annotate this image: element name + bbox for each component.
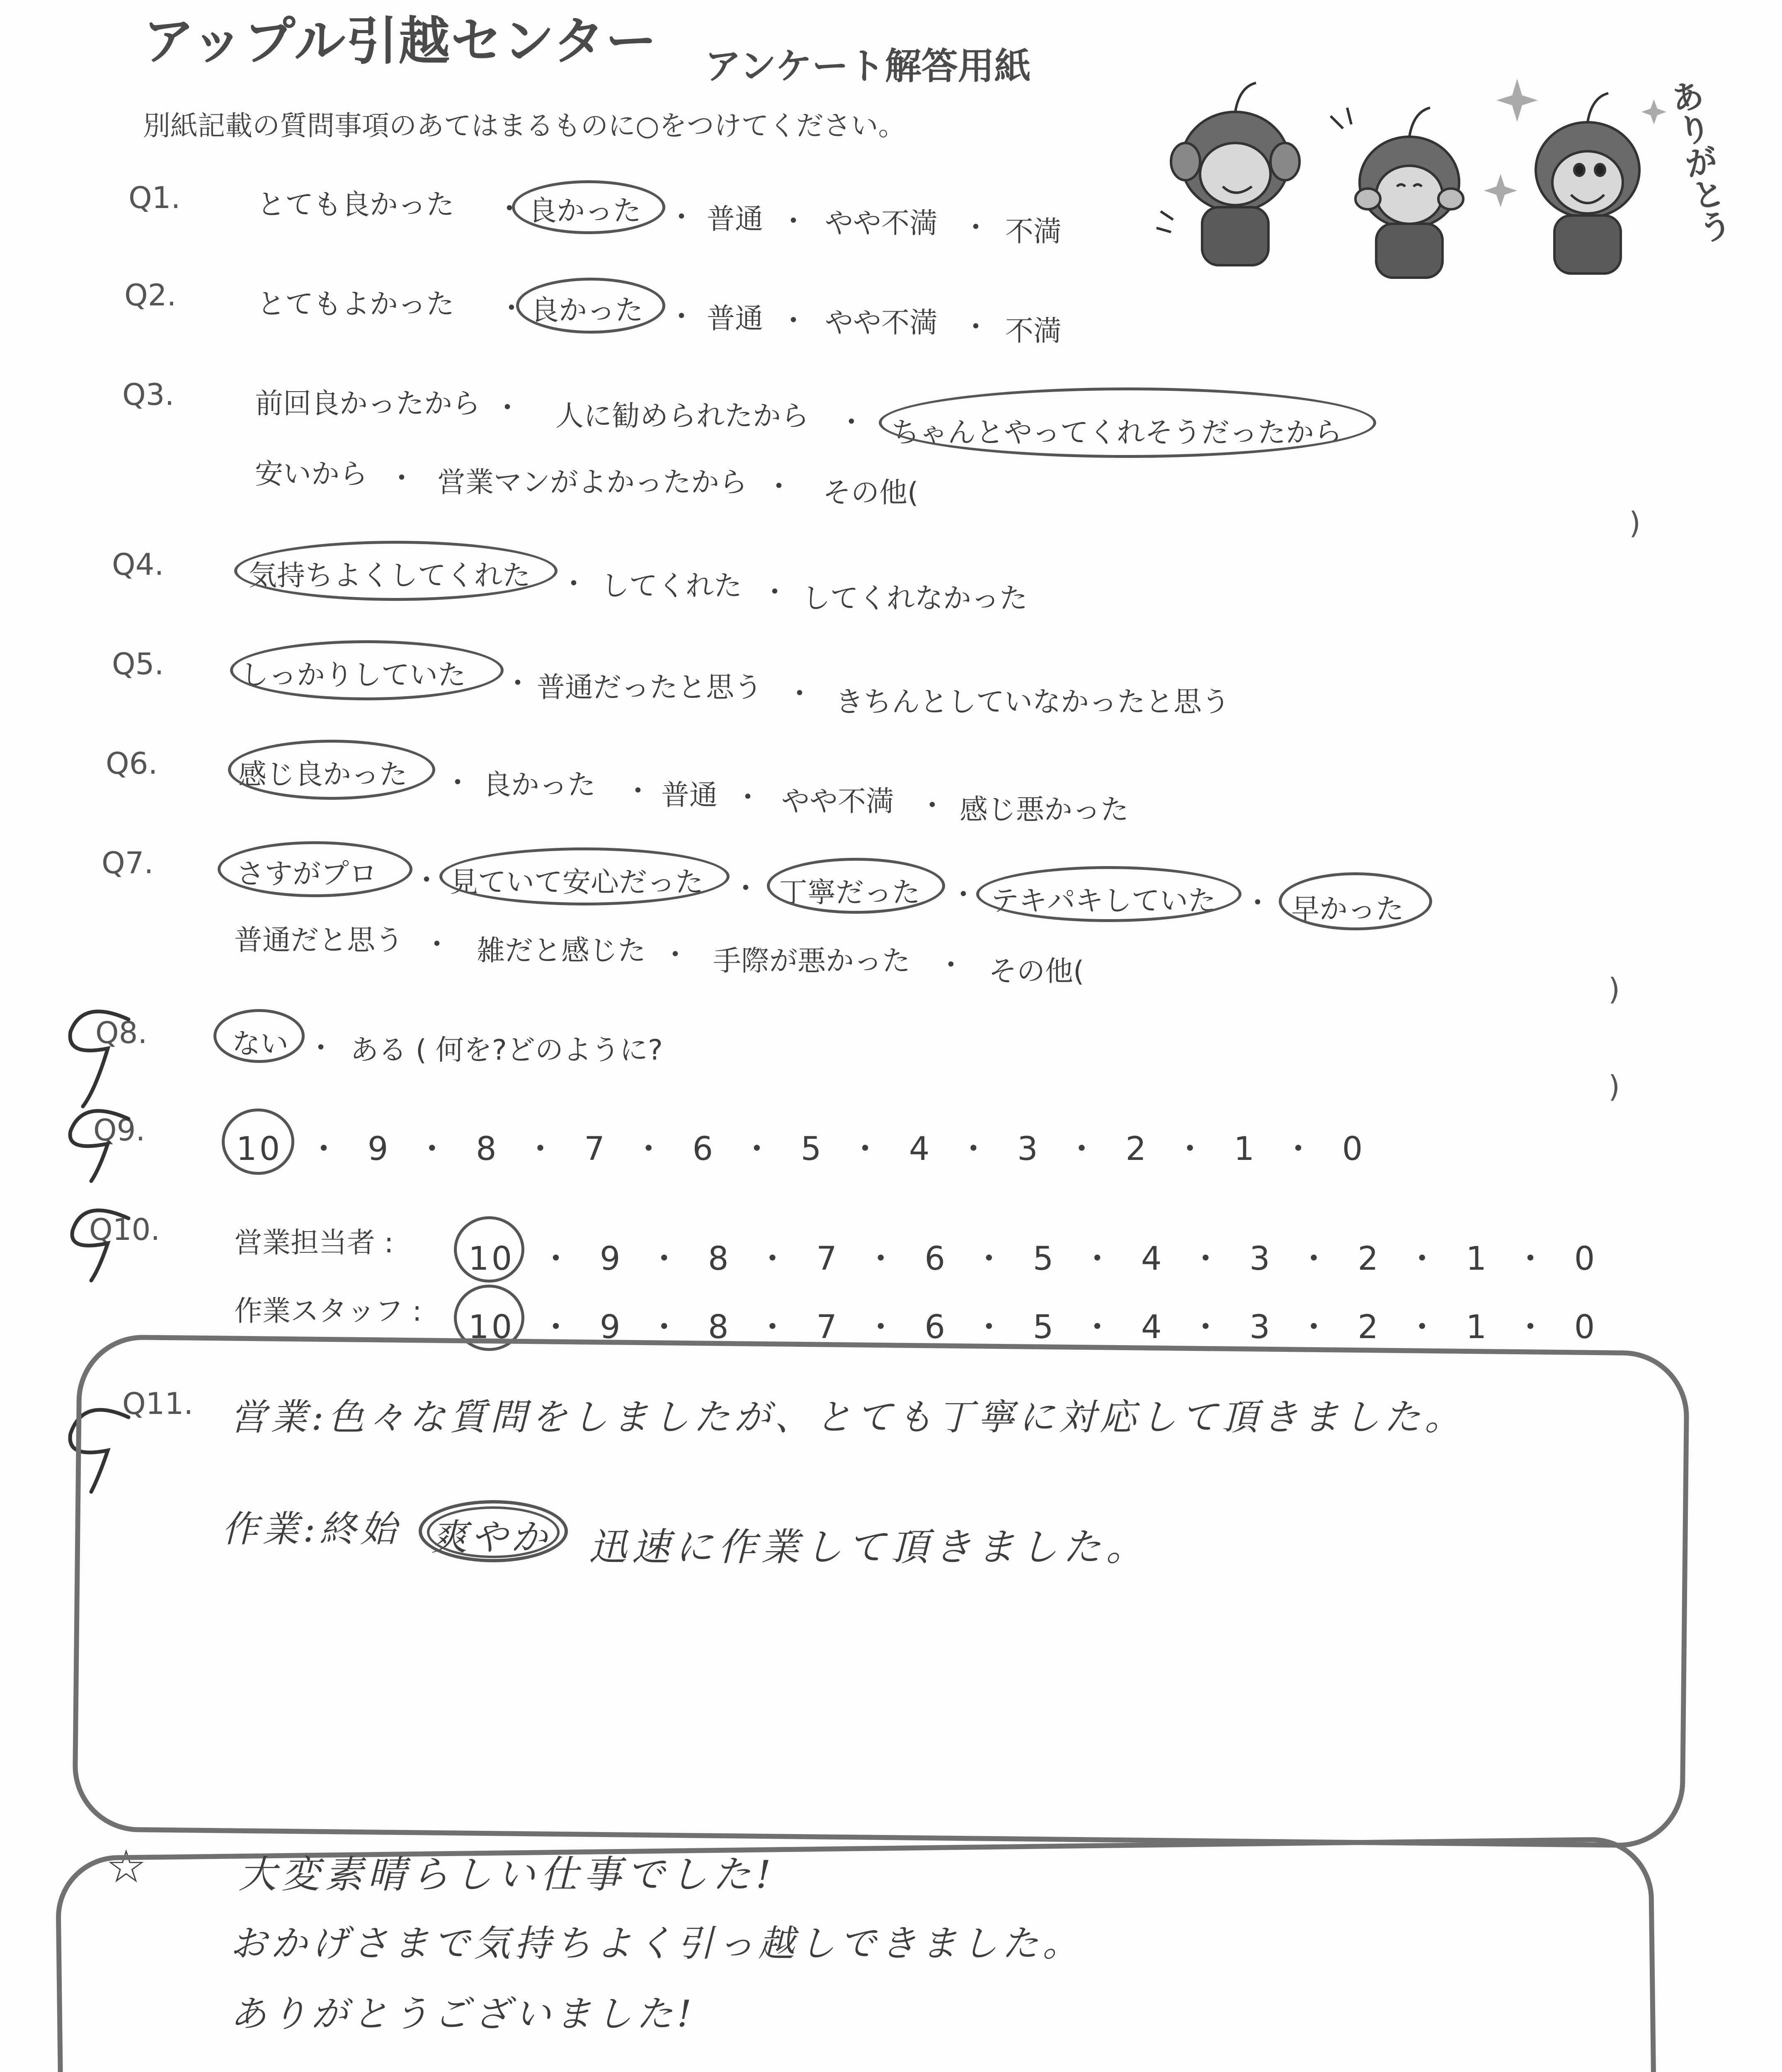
mascot-monkey-icon — [1156, 83, 1300, 265]
q6-option-1[interactable]: 感じ良かった — [238, 758, 408, 791]
q1-option-2[interactable]: 良かった — [529, 195, 642, 228]
q10-sales-label: 営業担当者 : — [234, 1227, 394, 1259]
q9-label: Q9. — [93, 1113, 145, 1147]
q5-label: Q5. — [112, 646, 164, 681]
q10-staff-label: 作業スタッフ : — [234, 1295, 422, 1328]
q1-option-4[interactable]: やや不満 — [825, 207, 938, 240]
q2-option-3[interactable]: 普通 — [707, 303, 764, 335]
q1-dot: ・ — [779, 205, 808, 238]
q11-work-comment-prefix: 作業:終始 — [222, 1508, 401, 1550]
q1-option-5[interactable]: 不満 — [1005, 215, 1062, 248]
q7-selection-circle-4 — [976, 866, 1241, 922]
q7-dot: ・ — [1244, 887, 1272, 920]
q4-selection-circle — [234, 541, 558, 601]
q10-staff-scale[interactable]: 10 ・ 9 ・ 8 ・ 7 ・ 6 ・ 5 ・ 4 ・ 3 ・ 2 ・ 1 ・ 0 — [468, 1309, 1598, 1346]
q7-label: Q7. — [102, 845, 154, 880]
q7-dot: ・ — [937, 949, 965, 982]
q6-dot: ・ — [734, 781, 762, 814]
q5-selection-circle — [230, 640, 504, 700]
q6-option-3[interactable]: 普通 — [661, 779, 718, 812]
q1-dot: ・ — [495, 193, 524, 225]
q7-selection-circle-1 — [218, 841, 412, 897]
q8-selection-circle — [213, 1009, 305, 1063]
q1-option-1[interactable]: とても良かった — [257, 189, 455, 221]
q7-selection-circle-2 — [439, 847, 730, 905]
q2-option-4[interactable]: やや不満 — [825, 307, 938, 339]
q10-sales-selection-circle — [454, 1216, 524, 1283]
q6-dot: ・ — [918, 789, 947, 822]
mascot-caption: ありがとう — [1662, 76, 1735, 247]
q11-label: Q11. — [122, 1386, 194, 1421]
q9-selection-circle — [222, 1109, 294, 1175]
q3-option-3[interactable]: ちゃんとやってくれそうだったから — [891, 416, 1343, 449]
q7-option-6[interactable]: 普通だと思う — [234, 924, 404, 957]
q3-option-6[interactable]: その他( — [823, 477, 919, 509]
q3-option-2[interactable]: 人に勧められたから — [555, 400, 810, 433]
q3-dot: ・ — [765, 470, 793, 503]
free-comment-line-1: 大変素晴らしい仕事でした! — [238, 1852, 776, 1897]
q7-dot: ・ — [423, 928, 451, 961]
q1-dot: ・ — [962, 211, 990, 244]
q9-scale[interactable]: 10 ・ 9 ・ 8 ・ 7 ・ 6 ・ 5 ・ 4 ・ 3 ・ 2 ・ 1 ・ 0 — [236, 1130, 1365, 1168]
q7-option-5[interactable]: 早かった — [1291, 893, 1404, 926]
q5-dot: ・ — [504, 667, 532, 700]
free-comment-star: ☆ — [106, 1840, 147, 1893]
q1-dot: ・ — [667, 201, 696, 234]
q6-option-5[interactable]: 感じ悪かった — [960, 794, 1129, 826]
q10-label: Q10. — [89, 1212, 160, 1247]
q7-dot: ・ — [412, 864, 441, 897]
q7-option-7[interactable]: 雑だと感じた — [477, 934, 646, 967]
q3-close-paren: ) — [1629, 506, 1641, 540]
q1-selection-circle — [512, 180, 665, 234]
q4-dot: ・ — [560, 568, 588, 600]
q4-label: Q4. — [112, 547, 164, 582]
q5-option-1[interactable]: しっかりしていた — [240, 659, 466, 692]
q3-selection-circle — [879, 387, 1376, 458]
q3-option-4[interactable]: 安いから — [255, 458, 368, 491]
q4-dot: ・ — [761, 576, 789, 609]
q6-label: Q6. — [106, 746, 158, 781]
q7-dot: ・ — [732, 872, 760, 905]
q3-option-1[interactable]: 前回良かったから — [255, 387, 481, 420]
q1-label: Q1. — [128, 180, 181, 215]
q11-work-comment-circled: 爽やか — [431, 1516, 551, 1559]
free-comment-line-2: おかげさまで気持ちよく引っ越しできました。 — [230, 1922, 1084, 1965]
free-comment-line-3: ありがとうございました! — [230, 1992, 696, 2035]
q3-label: Q3. — [122, 377, 175, 412]
q2-option-1[interactable]: とてもよかった — [257, 288, 455, 321]
q11-work-comment-suffix: 迅速に作業して頂きました。 — [589, 1525, 1149, 1569]
q8-label: Q8. — [95, 1015, 148, 1050]
q6-selection-circle — [228, 740, 435, 800]
q7-option-3[interactable]: 丁寧だった — [779, 876, 921, 909]
q2-dot: ・ — [667, 300, 696, 333]
q10-sales-scale[interactable]: 10 ・ 9 ・ 8 ・ 7 ・ 6 ・ 5 ・ 4 ・ 3 ・ 2 ・ 1 ・ 0 — [468, 1240, 1598, 1278]
q2-option-2[interactable]: 良かった — [531, 294, 644, 327]
q11-circled-word-inner — [427, 1506, 560, 1558]
q4-option-1[interactable]: 気持ちよくしてくれた — [249, 559, 531, 592]
q2-option-5[interactable]: 不満 — [1005, 315, 1062, 348]
q8-option-2[interactable]: ある ( 何を?どのように? — [350, 1034, 663, 1067]
q3-dot: ・ — [837, 406, 866, 439]
form-title: アップル引越センター — [143, 12, 658, 71]
q1-option-3[interactable]: 普通 — [707, 203, 764, 236]
q2-selection-circle — [516, 278, 665, 334]
q11-sales-comment: 営業:色々な質問をしましたが、とても丁寧に対応して頂きました。 — [230, 1396, 1465, 1438]
form-instruction: 別紙記載の質問事項のあてはまるものに○をつけてください。 — [143, 110, 906, 142]
q2-dot: ・ — [497, 292, 526, 325]
q7-selection-circle-5 — [1279, 872, 1432, 930]
q6-option-2[interactable]: 良かった — [483, 769, 596, 801]
q7-option-1[interactable]: さすがプロ — [236, 858, 378, 891]
q6-dot: ・ — [444, 767, 472, 799]
q3-dot: ・ — [388, 462, 416, 495]
q7-option-4[interactable]: テキパキしていた — [991, 885, 1217, 917]
q2-label: Q2. — [124, 278, 177, 312]
q4-option-3[interactable]: してくれなかった — [802, 582, 1028, 615]
q4-option-2[interactable]: してくれた — [601, 570, 742, 603]
mascot-illustration — [1152, 62, 1716, 294]
q2-dot: ・ — [779, 305, 808, 337]
q7-dot: ・ — [661, 939, 690, 971]
q8-dot: ・ — [307, 1032, 335, 1065]
q5-option-3[interactable]: きちんとしていなかったと思う — [835, 686, 1230, 719]
q5-dot: ・ — [786, 678, 814, 710]
q3-dot: ・ — [493, 392, 522, 424]
q7-option-9[interactable]: その他( — [989, 955, 1084, 988]
q3-option-5[interactable]: 営業マンがよかったから — [437, 466, 748, 499]
q7-selection-circle-3 — [767, 858, 945, 914]
q6-dot: ・ — [624, 775, 652, 808]
q6-option-4[interactable]: やや不満 — [781, 785, 895, 818]
q7-dot: ・ — [949, 879, 978, 911]
q7-option-8[interactable]: 手際が悪かった — [713, 945, 911, 978]
q8-option-1[interactable]: ない — [232, 1028, 289, 1060]
q5-option-2[interactable]: 普通だったと思う — [537, 671, 763, 704]
q2-dot: ・ — [962, 311, 990, 344]
q7-close-paren: ) — [1608, 972, 1620, 1007]
q7-option-2[interactable]: 見ていて安心だった — [450, 866, 704, 899]
q8-close-paren: ) — [1608, 1069, 1620, 1104]
form-subtitle: アンケート解答用紙 — [705, 45, 1031, 87]
